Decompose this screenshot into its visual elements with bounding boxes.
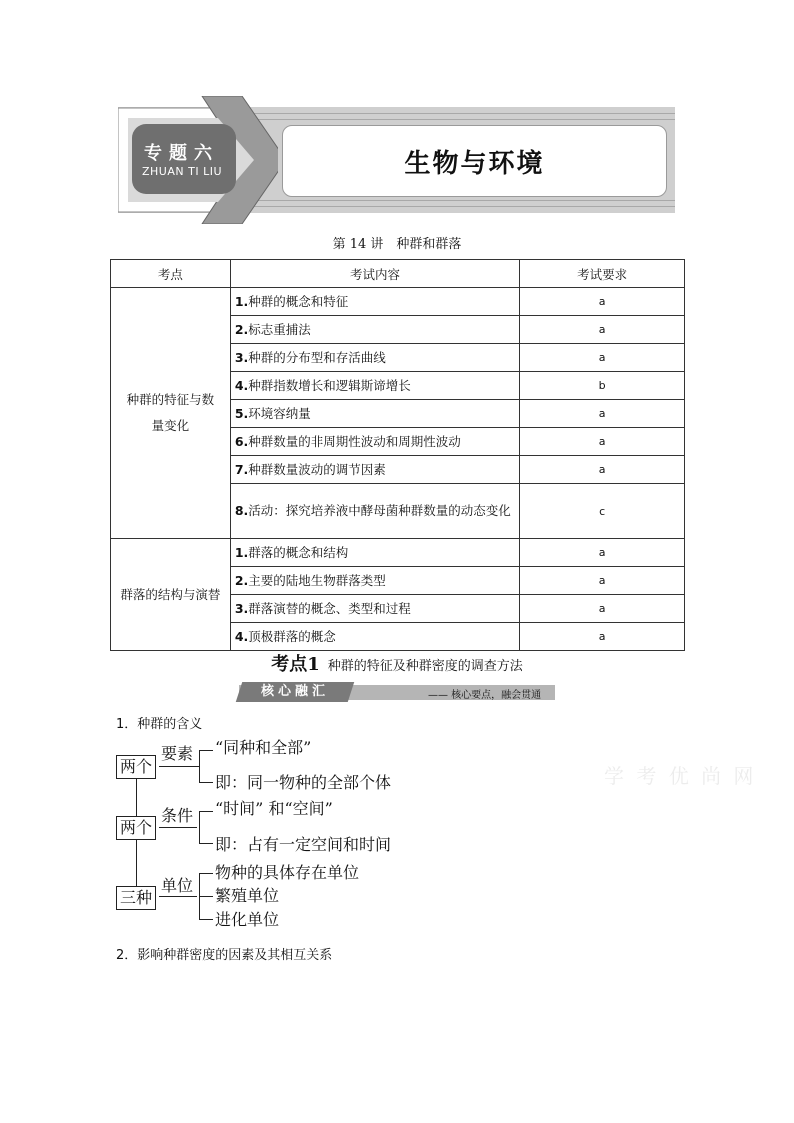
header-topic: 考点	[111, 260, 231, 288]
key-point-number: 考点1	[271, 654, 320, 675]
requirement-cell: a	[520, 623, 685, 651]
topic-label: 专题六	[144, 143, 219, 164]
content-cell: 4.顶极群落的概念	[230, 623, 519, 651]
connector-line	[161, 766, 199, 767]
concept-box: 两个	[116, 816, 156, 840]
branch-text: 即：占有一定空间和时间	[215, 835, 392, 854]
content-cell: 1.种群的概念和特征	[230, 288, 519, 316]
bracket-line	[199, 750, 213, 751]
table-row	[111, 288, 685, 316]
bracket-line	[199, 896, 213, 897]
bracket-line	[199, 782, 213, 783]
content-cell: 2.标志重捕法	[230, 316, 519, 344]
content-cell: 7.种群数量波动的调节因素	[230, 456, 519, 484]
requirement-cell: a	[520, 400, 685, 428]
concept-label: 要素	[161, 744, 194, 763]
branch-text: 物种的具体存在单位	[215, 863, 360, 882]
connector-line	[159, 896, 197, 897]
content-cell: 3.种群的分布型和存活曲线	[230, 344, 519, 372]
key-point-title: 种群的特征及种群密度的调查方法	[327, 659, 523, 674]
bracket-line	[199, 919, 213, 920]
topic-cell: 群落的结构与演替	[111, 539, 231, 651]
concept-label: 条件	[161, 806, 194, 825]
bracket-line	[199, 843, 213, 844]
header-content: 考试内容	[230, 260, 519, 288]
header-requirement: 考试要求	[520, 260, 685, 288]
content-cell: 4.种群指数增长和逻辑斯谛增长	[230, 372, 519, 400]
exam-requirements-table	[110, 259, 685, 651]
requirement-cell: a	[520, 316, 685, 344]
content-cell: 6.种群数量的非周期性波动和周期性波动	[230, 428, 519, 456]
watermark: 学 考 优 尚 网	[604, 764, 757, 788]
heading-population-meaning: 1．种群的含义	[116, 717, 203, 732]
section-tag: 核心融汇	[236, 682, 354, 702]
connector-line	[159, 827, 197, 828]
requirement-cell: a	[520, 288, 685, 316]
content-cell: 1.群落的概念和结构	[230, 539, 519, 567]
concept-box: 两个	[116, 755, 156, 779]
table-header-row	[111, 260, 685, 288]
requirement-cell: a	[520, 456, 685, 484]
table-row	[111, 539, 685, 567]
requirement-cell: a	[520, 428, 685, 456]
branch-text: “时间” 和“空间”	[215, 799, 333, 818]
bracket-line	[199, 750, 200, 782]
requirement-cell: a	[520, 595, 685, 623]
lecture-title: 第 14 讲 种群和群落	[332, 237, 462, 252]
concept-label: 单位	[161, 876, 194, 895]
trunk-line	[136, 777, 137, 817]
requirement-cell: a	[520, 567, 685, 595]
requirement-cell: a	[520, 539, 685, 567]
branch-text: 即：同一物种的全部个体	[215, 773, 392, 792]
requirement-cell: b	[520, 372, 685, 400]
trunk-line	[136, 838, 137, 887]
requirement-cell: a	[520, 344, 685, 372]
connector-line	[159, 766, 163, 767]
branch-text: 繁殖单位	[215, 886, 280, 905]
content-cell: 5.环境容纳量	[230, 400, 519, 428]
heading-density-factors: 2．影响种群密度的因素及其相互关系	[116, 948, 333, 963]
key-point-heading	[0, 650, 794, 676]
bracket-line	[199, 873, 213, 874]
topic-pinyin: ZHUAN TI LIU	[142, 165, 222, 178]
bracket-line	[199, 811, 213, 812]
content-cell: 2.主要的陆地生物群落类型	[230, 567, 519, 595]
concept-box: 三种	[116, 886, 156, 910]
branch-text: 进化单位	[215, 910, 280, 929]
bracket-line	[199, 873, 200, 919]
chapter-title: 生物与环境	[404, 149, 545, 179]
section-tag-subtitle: —— 核心要点，融会贯通	[428, 690, 542, 701]
topic-cell: 种群的特征与数量变化	[111, 288, 231, 539]
content-cell: 3.群落演替的概念、类型和过程	[230, 595, 519, 623]
branch-text: “同种和全部”	[215, 738, 312, 757]
content-cell: 8.活动：探究培养液中酵母菌种群数量的动态变化	[230, 484, 519, 539]
bracket-line	[199, 811, 200, 844]
chapter-title-box	[282, 125, 667, 197]
requirement-cell: c	[520, 484, 685, 539]
